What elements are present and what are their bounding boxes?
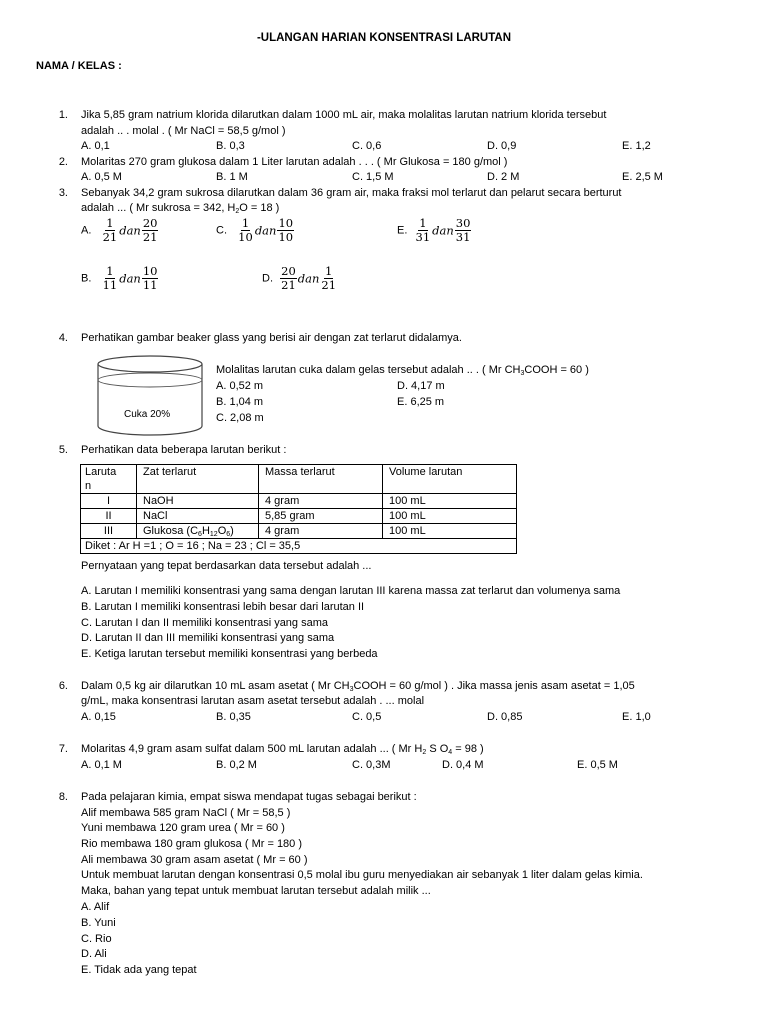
option-d[interactable]: D. $\frac{20}{21}$ dan $\frac{1}{21}$ [262, 264, 337, 292]
question-number: 8. [58, 791, 68, 803]
table-cell: 100 mL [383, 494, 517, 509]
table-cell: NaOH [137, 494, 259, 509]
question-text: adalah ... ( Mr sukrosa = 342, $H_2O = 18$ ) [81, 202, 280, 215]
table-header-row [81, 465, 517, 494]
table-header-cell: Laruta n [81, 465, 137, 494]
question-text: Jika 5,85 gram natrium klorida dilarutkan dalam 1000 mL air, maka molalitas larutan natrium klorida tersebut [81, 109, 607, 121]
option-b[interactable]: B. 0,3 [216, 140, 245, 152]
question-text: Yuni membawa 120 gram urea ( Mr = 60 ) [81, 822, 285, 834]
option-a[interactable]: A. 0,1 M [81, 759, 122, 771]
option-b[interactable]: B. 0,2 M [216, 759, 257, 771]
question-number: 5. [58, 444, 68, 456]
question-number: 1. [58, 109, 68, 121]
question-number: 6. [58, 680, 68, 692]
table-cell: 100 mL [383, 524, 517, 539]
option-d[interactable]: D. Ali [81, 948, 107, 960]
table-cell: I [81, 494, 137, 509]
option-e[interactable]: E. $\frac{1}{31}$ dan $\frac{30}{31}$ [397, 216, 471, 244]
option-a[interactable]: A. Alif [81, 901, 110, 913]
option-b[interactable]: B. $\frac{1}{11}$ dan $\frac{10}{11}$ [81, 264, 158, 292]
option-c[interactable]: C. Rio [81, 933, 112, 945]
table-cell: III [81, 524, 137, 539]
option-d[interactable]: D. 0,9 [487, 140, 517, 152]
option-b[interactable]: B. Larutan I memiliki konsentrasi lebih besar dari larutan II [81, 601, 365, 613]
option-e[interactable]: E. Ketiga larutan tersebut memiliki konsentrasi yang berbeda [81, 648, 378, 660]
data-table [80, 464, 517, 554]
option-e[interactable]: E. 1,2 [622, 140, 651, 152]
table-header-cell: Volume larutan [383, 465, 517, 494]
question-text: g/mL, maka konsentrasi larutan asam asetat tersebut adalah . ... molal [81, 695, 425, 707]
question-number: 2. [58, 156, 68, 168]
table-cell: NaCl [137, 509, 259, 524]
option-b[interactable]: B. 0,35 [216, 711, 251, 723]
question-text: Perhatikan gambar beaker glass yang berisi air dengan zat terlarut didalamya. [81, 332, 462, 344]
option-a[interactable]: A. 0,52 m [216, 380, 264, 392]
option-d[interactable]: D. 4,17 m [397, 380, 445, 392]
question-text: Untuk membuat larutan dengan konsentrasi 0,5 molal ibu guru menyediakan air sebanyak 1 liter dalam gelas kimia. [81, 869, 643, 881]
question-text: Pernyataan yang tepat berdasarkan data tersebut adalah ... [81, 560, 372, 572]
table-cell: II [81, 509, 137, 524]
option-a[interactable]: A. 0,15 [81, 711, 116, 723]
table-row [81, 494, 517, 509]
question-number: 3. [58, 187, 68, 199]
name-class-label: NAMA / KELAS : [36, 60, 122, 72]
option-d[interactable]: D. Larutan II dan III memiliki konsentrasi yang sama [81, 632, 335, 644]
question-text: Dalam 0,5 kg air dilarutkan 10 mL asam asetat ( Mr $CH_3COOH = 60$ g/mol ) . Jika massa jenis asam asetat = 1,05 [81, 680, 635, 693]
beaker-glass-illustration [92, 352, 208, 438]
option-b[interactable]: B. 1,04 m [216, 396, 264, 408]
beaker-label: Cuka 20% [124, 409, 171, 420]
option-c[interactable]: C. $\frac{1}{10}$ dan $\frac{10}{10}$ [216, 216, 294, 244]
question-text: Alif membawa 585 gram NaCl ( Mr = 58,5 ) [81, 807, 291, 819]
question-text: Ali membawa 30 gram asam asetat ( Mr = 60 ) [81, 854, 308, 866]
option-d[interactable]: D. 2 M [487, 171, 520, 183]
table-cell: 100 mL [383, 509, 517, 524]
option-b[interactable]: B. Yuni [81, 917, 116, 929]
table-cell: 4 gram [259, 524, 383, 539]
table-header-cell: Massa terlarut [259, 465, 383, 494]
option-a[interactable]: A. Larutan I memiliki konsentrasi yang sama dengan larutan III karena massa zat terlarut dan volumenya sama [81, 585, 621, 597]
question-text: Maka, bahan yang tepat untuk membuat larutan tersebut adalah milik ... [81, 885, 431, 897]
table-row [81, 524, 517, 539]
table-row [81, 509, 517, 524]
question-text: Molaritas 270 gram glukosa dalam 1 Liter larutan adalah . . . ( Mr Glukosa = 180 g/mol ) [81, 156, 508, 168]
option-e[interactable]: E. 2,5 M [622, 171, 663, 183]
question-text: Perhatikan data beberapa larutan berikut : [81, 444, 287, 456]
option-b[interactable]: B. 1 M [216, 171, 248, 183]
option-e[interactable]: E. Tidak ada yang tepat [81, 964, 197, 976]
option-e[interactable]: E. 1,0 [622, 711, 651, 723]
table-footer-row [81, 539, 517, 554]
option-c[interactable]: C. Larutan I dan II memiliki konsentrasi yang sama [81, 617, 329, 629]
question-text: Molalitas larutan cuka dalam gelas tersebut adalah .. . ( Mr $CH_3COOH = 60$ ) [216, 364, 589, 377]
option-d[interactable]: D. 0,85 [487, 711, 523, 723]
option-d[interactable]: D. 0,4 M [442, 759, 484, 771]
table-footer-cell: Diket : Ar H =1 ; O = 16 ; Na = 23 ; Cl = 35,5 [81, 539, 517, 554]
table-cell: 5,85 gram [259, 509, 383, 524]
question-number: 4. [58, 332, 68, 344]
option-a[interactable]: A. 0,1 [81, 140, 110, 152]
option-a[interactable]: A. 0,5 M [81, 171, 122, 183]
option-c[interactable]: C. 0,6 [352, 140, 382, 152]
option-e[interactable]: E. 6,25 m [397, 396, 445, 408]
question-text: Pada pelajaran kimia, empat siswa mendapat tugas sebagai berikut : [81, 791, 417, 803]
option-c[interactable]: C. 2,08 m [216, 412, 264, 424]
option-e[interactable]: E. 0,5 M [577, 759, 618, 771]
option-c[interactable]: C. 0,3M [352, 759, 391, 771]
table-cell: Glukosa $(C_6H_{12}O_6)$ [137, 524, 259, 539]
question-text: Sebanyak 34,2 gram sukrosa dilarutkan dalam 36 gram air, maka fraksi mol terlarut dan pelarut secara berturut [81, 187, 622, 199]
page-title: -ULANGAN HARIAN KONSENTRASI LARUTAN [256, 32, 512, 44]
option-a[interactable]: A. $\frac{1}{21}$ dan $\frac{20}{21}$ [81, 216, 158, 244]
table-cell: 4 gram [259, 494, 383, 509]
option-c[interactable]: C. 1,5 M [352, 171, 394, 183]
question-number: 7. [58, 743, 68, 755]
table-header-cell: Zat terlarut [137, 465, 259, 494]
question-text: adalah .. . molal . ( Mr NaCl = 58,5 g/mol ) [81, 125, 286, 137]
option-c[interactable]: C. 0,5 [352, 711, 382, 723]
question-text: Rio membawa 180 gram glukosa ( Mr = 180 ) [81, 838, 303, 850]
question-text: Molaritas 4,9 gram asam sulfat dalam 500 mL larutan adalah ... ( Mr $H_2$ S $O_4 = 98$ ) [81, 743, 484, 756]
